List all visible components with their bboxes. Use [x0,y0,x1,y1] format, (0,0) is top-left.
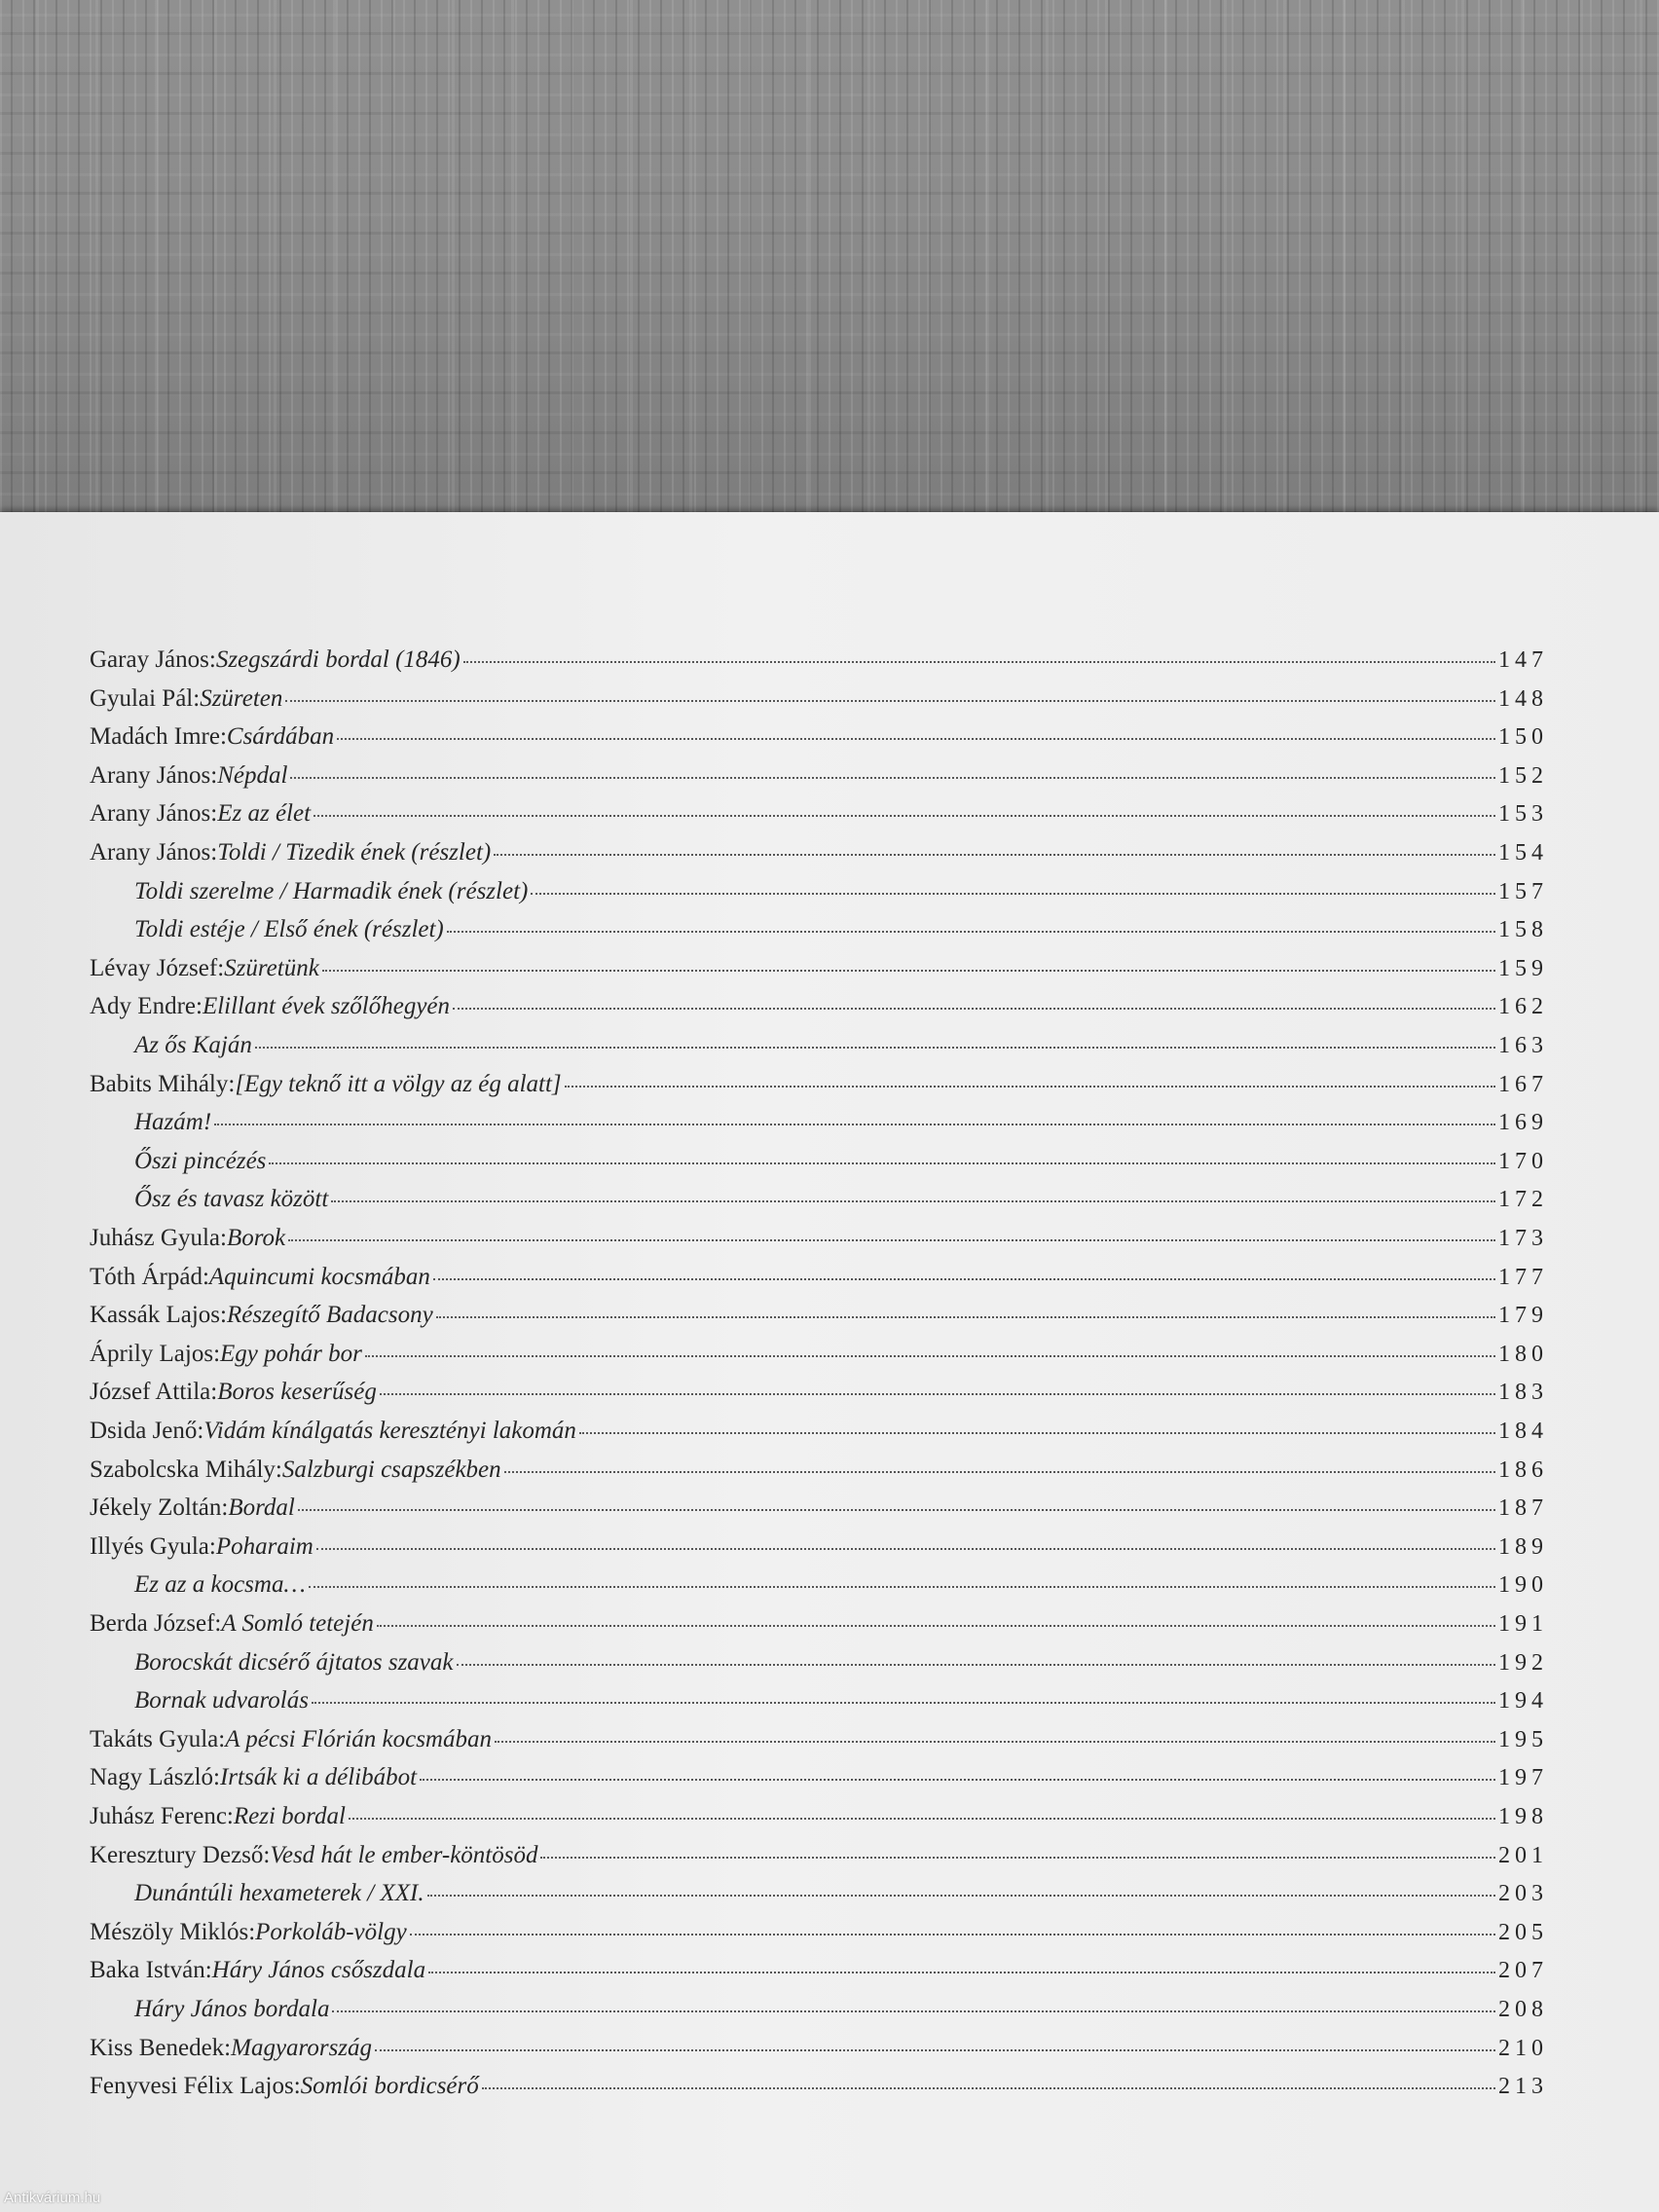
toc-page-number: 152 [1498,762,1548,789]
toc-page-number: 147 [1498,647,1548,673]
toc-entry [90,1302,1548,1341]
dot-leader [436,1316,1495,1318]
toc-title: Dunántúli hexameterek / XXI. [134,1880,424,1907]
toc-title: Bordal [228,1494,295,1522]
toc-entry [90,1726,1548,1765]
dot-leader [482,2087,1495,2089]
toc-page-number: 183 [1498,1380,1548,1406]
toc-page-number: 150 [1498,724,1548,751]
toc-entry [90,993,1548,1032]
dot-leader [298,1509,1495,1511]
dot-leader [331,1200,1495,1202]
toc-author: Gyulai Pál: [90,684,201,712]
toc-page-number: 195 [1498,1726,1548,1752]
toc-title: Magyarország [231,2034,373,2061]
dot-leader [531,893,1495,895]
toc-page-number: 154 [1498,840,1548,866]
toc-title: Poharaim [215,1532,313,1560]
toc-author: Kiss Benedek: [90,2034,232,2061]
toc-author: Jékely Zoltán: [90,1494,229,1522]
dot-leader [427,1895,1495,1897]
toc-page-number: 197 [1498,1765,1548,1791]
dot-leader [349,1818,1495,1820]
toc-page-number: 148 [1498,685,1548,712]
toc-entry [134,878,1548,917]
toc-title: Boros keserűség [217,1379,377,1406]
toc-author: Lévay József: [90,954,225,981]
toc-page-number: 159 [1498,955,1548,981]
toc-author: Nagy László: [90,1764,220,1791]
toc-page-number: 162 [1498,994,1548,1020]
toc-entry [134,1148,1548,1187]
toc-author: Keresztury Dezső: [90,1841,271,1868]
toc-page-number: 210 [1498,2035,1548,2061]
toc-title: Szüreten [200,684,283,712]
toc-title: Borok [226,1225,286,1251]
dot-leader [457,1664,1495,1666]
toc-entry [90,1803,1548,1842]
toc-author: Kassák Lajos: [90,1302,227,1329]
toc-page-number: 194 [1498,1688,1548,1714]
watermark: Antikvárium.hu [4,2190,101,2206]
toc-entry [90,723,1548,762]
toc-page-number: 177 [1498,1264,1548,1290]
toc-title: Salzburgi csapszékben [281,1456,501,1483]
toc-entry [90,1071,1548,1110]
toc-page-number: 186 [1498,1456,1548,1483]
toc-entry [90,1494,1548,1533]
dot-leader [380,1393,1495,1395]
toc-entry [90,1379,1548,1418]
toc-entry [90,1842,1548,1881]
toc-author: Arany János: [90,761,218,789]
dot-leader [463,661,1495,663]
dot-leader [312,1702,1495,1704]
dot-leader [288,1239,1495,1241]
toc-entry [134,1687,1548,1726]
toc-entry [90,800,1548,839]
dot-leader [540,1857,1495,1859]
toc-page-number: 205 [1498,1919,1548,1945]
toc-author: Juhász Ferenc: [90,1803,234,1829]
toc-page-number: 198 [1498,1804,1548,1829]
toc-page-number: 158 [1498,917,1548,943]
dot-leader [428,1972,1495,1973]
toc-page-number: 192 [1498,1649,1548,1676]
dot-leader [453,1008,1495,1010]
toc-author: Fenyvesi Félix Lajos: [90,2073,301,2100]
toc-title: Szüretünk [224,954,319,981]
toc-title: Háry János bordala [134,1996,330,2022]
toc-title: Toldi estéje / Első ének (részlet) [134,916,444,943]
toc-page-number: 167 [1498,1071,1548,1097]
toc-title: Elillant évek szőlőhegyén [202,993,451,1020]
toc-title: Háry János csőszdala [211,1957,426,1984]
dot-leader [420,1779,1495,1781]
toc-page-number: 208 [1498,1997,1548,2022]
toc-title: Szegszárdi bordal (1846) [215,646,461,673]
toc-entry [134,1880,1548,1919]
toc-page-number: 189 [1498,1533,1548,1560]
toc-title: Irtsák ki a délibábot [219,1764,418,1791]
toc-page-number: 180 [1498,1341,1548,1367]
toc-title: Toldi / Tizedik ének (részlet) [217,839,492,866]
toc-page-number: 172 [1498,1187,1548,1213]
dot-leader [214,1124,1495,1125]
toc-page-number: 190 [1498,1572,1548,1599]
dot-leader [290,777,1495,779]
toc-author: Madách Imre: [90,723,227,751]
toc-entry [134,1032,1548,1071]
toc-entry [134,1109,1548,1148]
toc-author: Illyés Gyula: [90,1532,216,1560]
toc-entry [90,685,1548,724]
dot-leader [447,931,1495,933]
toc-author: Dsida Jenő: [90,1418,204,1444]
book-page [0,512,1659,2212]
toc-entry [90,2073,1548,2112]
toc-entry [90,1610,1548,1649]
toc-author: Baka István: [90,1957,212,1984]
dot-leader [269,1162,1495,1164]
toc-title: Egy pohár bor [220,1340,362,1367]
dot-leader [375,2049,1495,2051]
toc-entry [134,1996,1548,2035]
toc-page-number: 213 [1498,2074,1548,2100]
toc-entry [90,955,1548,994]
toc-entry [90,1341,1548,1380]
toc-entry [90,1264,1548,1303]
toc-page-number: 173 [1498,1226,1548,1251]
toc-page-number: 157 [1498,878,1548,904]
toc-author: Berda József: [90,1610,222,1637]
dot-leader [565,1086,1495,1088]
toc-page-number: 170 [1498,1148,1548,1174]
toc-entry [134,1571,1548,1610]
toc-entry [90,1533,1548,1572]
toc-entry [90,2035,1548,2074]
toc-page-number: 169 [1498,1110,1548,1136]
toc-entry [134,1649,1548,1688]
dot-leader [313,815,1495,817]
toc-title: Őszi pincézés [134,1147,267,1174]
toc-title: Bornak udvarolás [134,1687,309,1714]
toc-author: Áprily Lajos: [90,1340,221,1367]
dot-leader [504,1471,1495,1473]
dot-leader [494,854,1495,856]
toc-page-number: 201 [1498,1842,1548,1868]
toc-page-number: 163 [1498,1033,1548,1058]
toc-author: Arany János: [90,800,218,828]
toc-entry [90,1764,1548,1803]
toc-title: Vidám kínálgatás keresztényi lakomán [203,1418,576,1444]
toc-entry [90,1418,1548,1456]
dot-leader [410,1934,1495,1936]
toc-author: Arany János: [90,839,218,866]
toc-page-number: 153 [1498,801,1548,828]
toc-title: Somlói bordicsérő [300,2073,479,2100]
toc-title: [Egy teknő itt a völgy az ég alatt] [235,1070,562,1097]
toc-entry [134,916,1548,955]
toc-title: Ez az a kocsma… [134,1571,306,1599]
toc-title: Borocskát dicsérő ájtatos szavak [134,1648,454,1676]
toc-title: A Somló tetején [221,1610,374,1637]
toc-page-number: 179 [1498,1303,1548,1329]
toc-title: Csárdában [226,723,335,751]
dot-leader [377,1625,1495,1627]
toc-author: Szabolcska Mihály: [90,1456,282,1483]
toc-author: Takáts Gyula: [90,1725,226,1752]
toc-page-number: 184 [1498,1419,1548,1444]
toc-author: Garay János: [90,646,216,673]
dot-leader [255,1047,1495,1049]
toc-author: Babits Mihály: [90,1070,236,1097]
toc-page-number: 191 [1498,1611,1548,1637]
toc-title: Toldi szerelme / Harmadik ének (részlet) [134,877,529,904]
toc-entry [90,1919,1548,1958]
dot-leader [365,1355,1495,1357]
dot-leader [322,970,1495,972]
dot-leader [285,700,1495,702]
toc-entry [90,839,1548,878]
toc-title: Porkoláb-völgy [255,1918,407,1945]
dot-leader [309,1586,1495,1588]
toc-title: Hazám! [134,1109,212,1136]
toc-title: Az ős Kaján [134,1032,252,1058]
toc-title: Rezi bordal [233,1803,346,1829]
toc-title: Részegítő Badacsony [226,1302,433,1329]
table-of-contents [0,512,1659,2212]
dot-leader [332,2010,1495,2012]
wood-background [0,0,1659,514]
toc-title: A pécsi Flórián kocsmában [225,1725,492,1752]
toc-author: József Attila: [90,1379,218,1406]
toc-entry [134,1186,1548,1225]
toc-author: Mészöly Miklós: [90,1918,256,1945]
dot-leader [495,1741,1495,1743]
toc-page-number: 203 [1498,1881,1548,1907]
toc-title: Népdal [217,761,288,789]
toc-entry [90,646,1548,685]
toc-author: Ady Endre: [90,993,203,1020]
toc-author: Tóth Árpád: [90,1263,209,1290]
toc-title: Aquincumi kocsmában [208,1263,430,1290]
toc-page-number: 207 [1498,1958,1548,1984]
toc-entry [90,1957,1548,1996]
toc-author: Juhász Gyula: [90,1225,227,1251]
dot-leader [337,738,1495,740]
dot-leader [433,1278,1495,1280]
toc-entry [90,1225,1548,1264]
toc-title: Vesd hát le ember-köntösöd [270,1841,538,1868]
toc-title: Ez az élet [217,800,312,828]
toc-entry [90,762,1548,801]
toc-title: Ősz és tavasz között [134,1186,329,1213]
toc-entry [90,1456,1548,1495]
dot-leader [579,1432,1495,1434]
dot-leader [316,1548,1495,1550]
toc-page-number: 187 [1498,1495,1548,1522]
